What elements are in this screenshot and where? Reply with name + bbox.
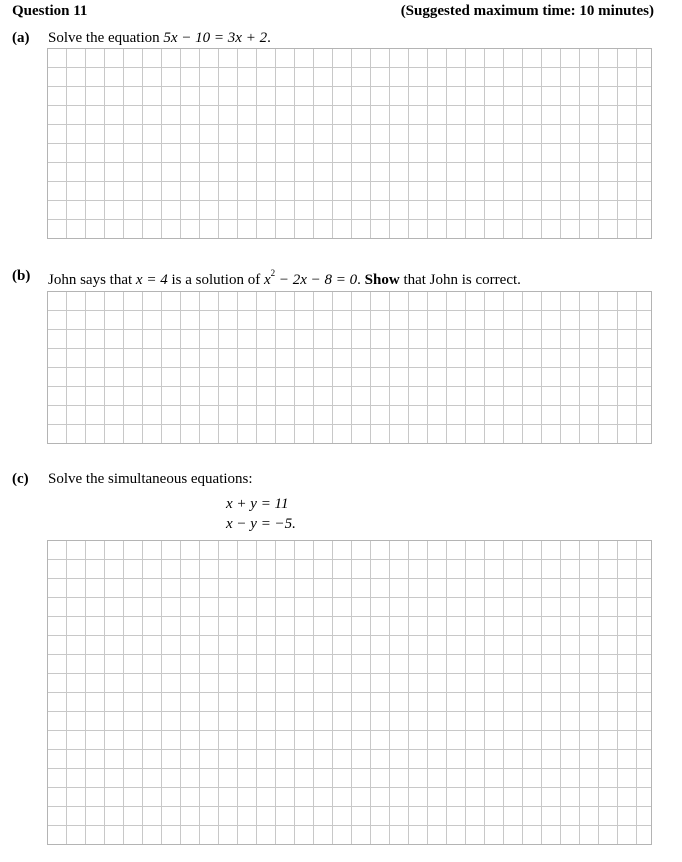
- part-b-text-3: .: [357, 272, 365, 288]
- part-b-text-1: John says that: [48, 272, 136, 288]
- part-b-text-2: is a solution of: [167, 272, 264, 288]
- suggested-time: (Suggested maximum time: 10 minutes): [400, 3, 654, 19]
- part-a-question: [48, 30, 271, 47]
- part-b-label: (b): [12, 268, 31, 284]
- part-b-text-4: that John is correct.: [399, 272, 521, 288]
- part-b-math-1: x = 4: [135, 272, 168, 288]
- answer-grid-c[interactable]: [47, 540, 652, 845]
- answer-grid-a[interactable]: [47, 48, 652, 239]
- part-c-equation-2: x − y = −5.: [226, 516, 296, 532]
- question-title: Question 11: [12, 3, 88, 19]
- part-b-math-2b: − 2x − 8 = 0: [275, 272, 358, 288]
- part-c-label: (c): [12, 471, 29, 487]
- part-b-math-2a: x: [263, 272, 271, 288]
- part-a-equation: 5x − 10 = 3x + 2: [163, 30, 268, 46]
- part-a-label: (a): [12, 30, 30, 46]
- part-b-exponent: 2: [270, 268, 276, 278]
- part-b-question: [48, 268, 521, 289]
- part-c-equation-1: x + y = 11: [226, 496, 289, 512]
- part-a-text: Solve the equation: [48, 30, 164, 46]
- part-c-question: Solve the simultaneous equations:: [48, 471, 253, 487]
- part-b-show-word: Show: [364, 272, 400, 288]
- answer-grid-b[interactable]: [47, 291, 652, 444]
- part-a-suffix: .: [267, 30, 271, 46]
